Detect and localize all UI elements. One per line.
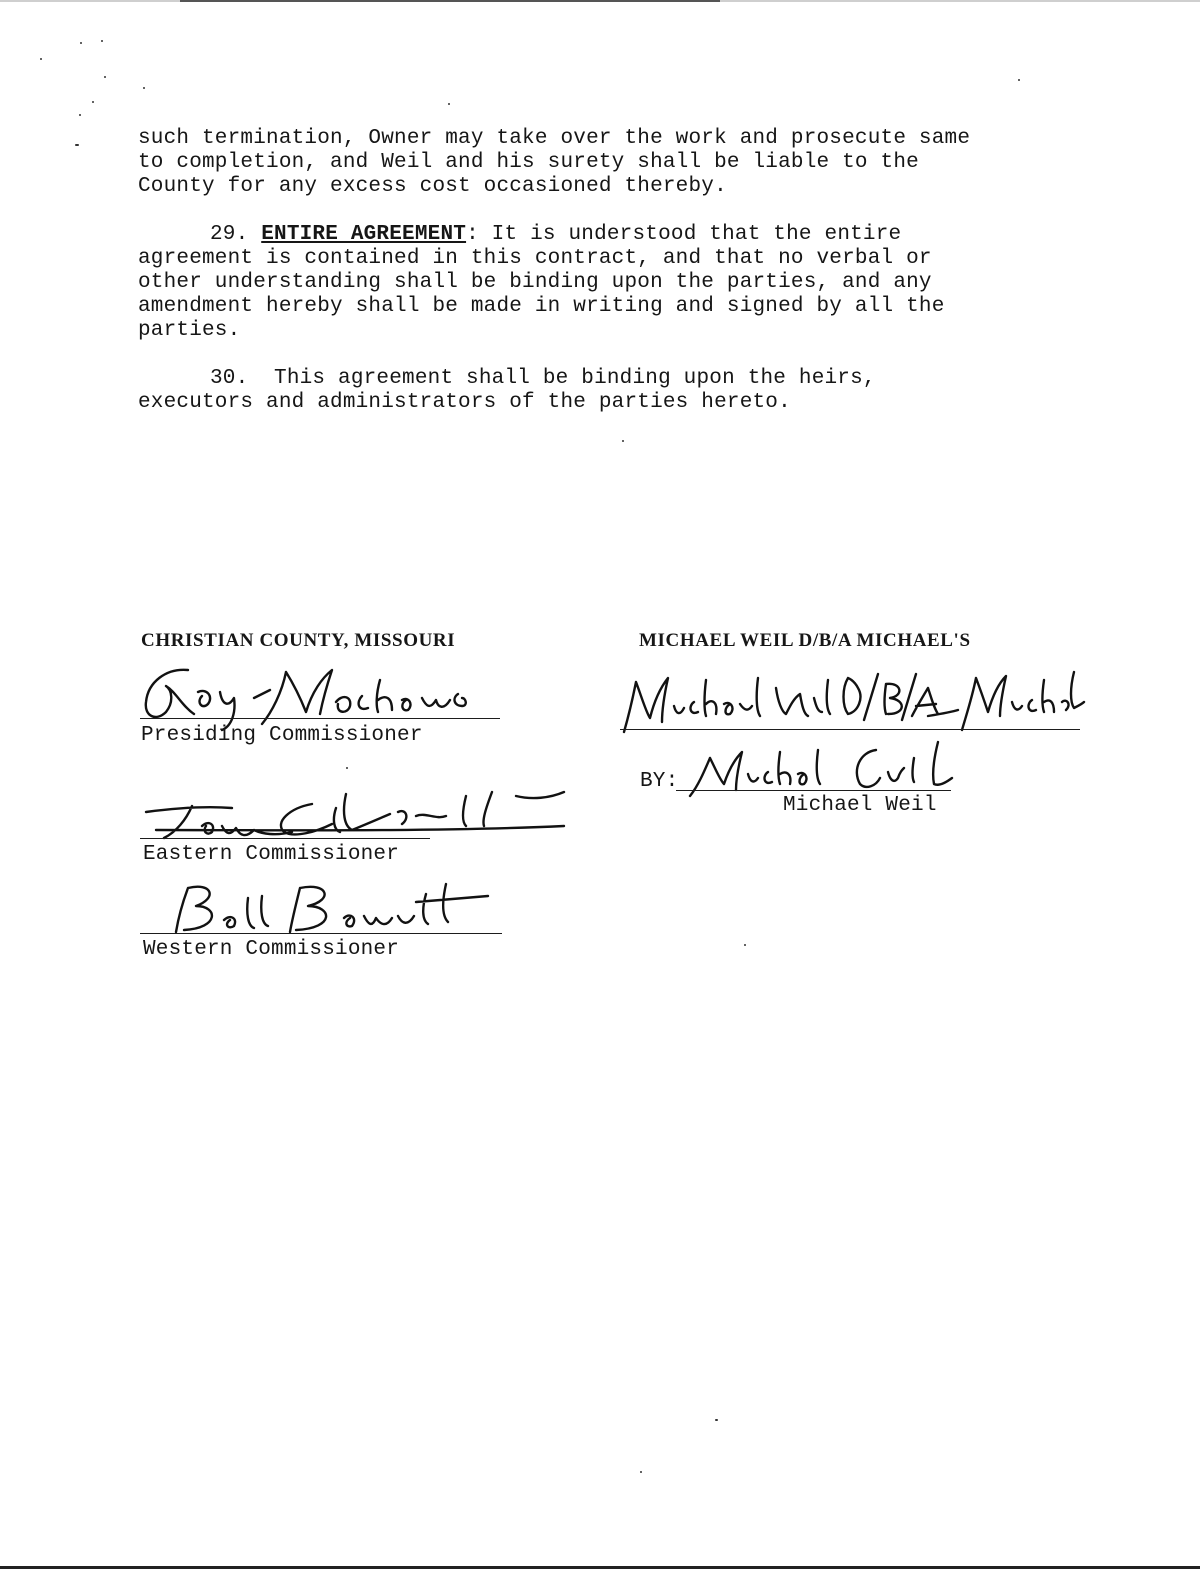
- paragraph-30: [138, 367, 1078, 415]
- scan-speck: [143, 87, 145, 89]
- eastern-signature-line: [140, 838, 430, 839]
- western-commissioner-title: Western Commissioner: [143, 938, 400, 961]
- scan-speck: [346, 767, 348, 769]
- weil-dba-signature: [616, 658, 1086, 736]
- signer-name: Michael Weil: [783, 794, 937, 817]
- presiding-commissioner-title: Presiding Commissioner: [141, 724, 423, 747]
- scan-speck: [640, 1471, 642, 1473]
- weil-by-signature-line: [676, 790, 951, 791]
- presiding-commissioner-signature: [136, 652, 506, 732]
- by-label: BY:: [640, 770, 679, 793]
- scan-speck: [104, 76, 106, 78]
- scan-speck: [622, 440, 624, 442]
- paragraph-29-body: : It is understood that the entire agreement is contained in this contract, and that no verbal or other understanding shall be binding upon the parties, and any amendment hereby shall be made in writing and signed by all the parties.: [138, 223, 945, 342]
- right-party-heading: MICHAEL WEIL D/B/A MICHAEL'S: [639, 630, 971, 651]
- presiding-signature-line: [140, 718, 500, 719]
- scan-speck: [40, 58, 42, 60]
- scan-speck: [80, 42, 82, 44]
- paragraph-30-body: This agreement shall be binding upon the heirs, executors and administrators of the parties hereto.: [138, 367, 876, 414]
- scan-speck: [75, 144, 79, 146]
- paragraph-29-number: 29.: [210, 223, 249, 246]
- eastern-commissioner-signature: [136, 786, 566, 846]
- scan-edge-top: [0, 0, 1200, 2]
- scan-edge-bottom: [0, 1566, 1200, 1569]
- eastern-commissioner-title: Eastern Commissioner: [143, 843, 400, 866]
- paragraph-29: [138, 223, 1078, 343]
- scan-speck: [744, 944, 746, 946]
- scan-speck: [79, 114, 81, 116]
- paragraph-30-number: 30.: [210, 367, 249, 390]
- paragraph-29-heading: ENTIRE AGREEMENT: [261, 223, 467, 246]
- western-commissioner-signature: [160, 878, 500, 938]
- weil-dba-signature-line: [620, 729, 1080, 730]
- western-signature-line: [140, 933, 502, 934]
- scan-speck: [1018, 79, 1020, 81]
- left-party-heading: CHRISTIAN COUNTY, MISSOURI: [141, 630, 456, 651]
- scan-speck: [715, 1419, 718, 1421]
- scan-speck: [101, 40, 103, 42]
- scan-speck: [448, 103, 450, 105]
- scan-speck: [92, 101, 94, 103]
- paragraph-28-continuation: such termination, Owner may take over the work and prosecute same to completion, and Weil and his surety shall be liable to the County for any excess cost occasioned thereby.: [138, 127, 971, 198]
